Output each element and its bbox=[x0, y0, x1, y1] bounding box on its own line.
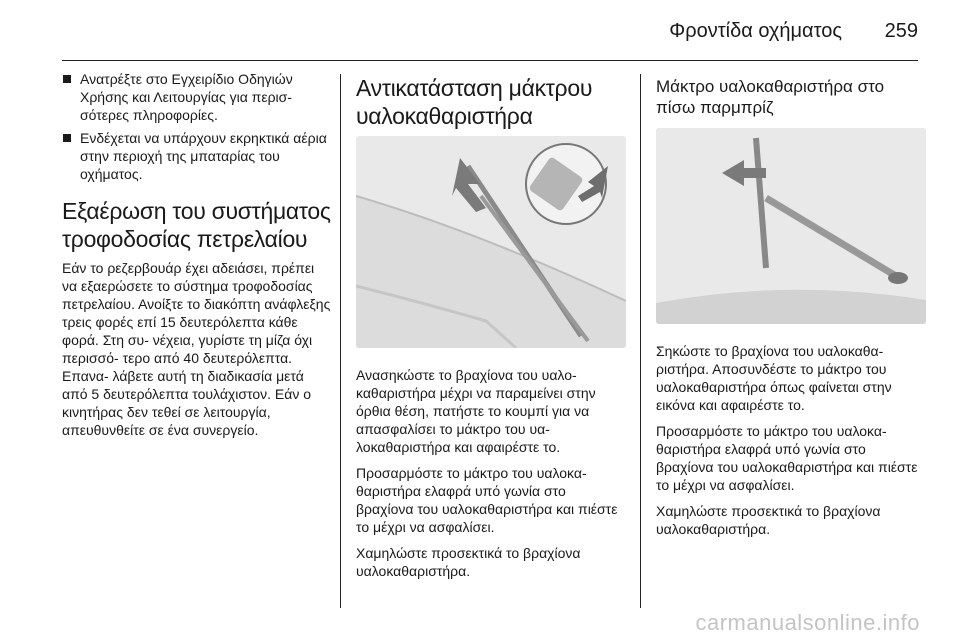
column-2 bbox=[356, 70, 626, 588]
bullet-list bbox=[62, 70, 332, 183]
rear-wiper-svg bbox=[656, 128, 926, 324]
section-heading-rear-wiper: Μάκτρο υαλοκαθαριστήρα στο πίσω παρμπρίζ bbox=[656, 77, 885, 117]
rear-wiper-step-2: Προσαρμόστε το μάκτρο του υαλοκα‑ θαριστήρα ελαφρά υπό γωνία στο βραχίονα του υαλοκαθαριστήρα και πιέστε το μέχρι να ασφαλίσει. bbox=[656, 423, 918, 493]
bullet-text: Ανατρέξτε στο Εγχειρίδιο Οδηγιών Χρήσης και Λειτουργίας για περισ‑ σότερες πληροφορίες. bbox=[80, 71, 293, 123]
bullet-square-icon bbox=[63, 134, 71, 142]
front-wiper-svg bbox=[356, 136, 626, 348]
rear-wiper-step-3: Χαμηλώστε προσεκτικά το βραχίονα υαλοκαθαριστήρα. bbox=[656, 503, 881, 537]
page-number: 259 bbox=[884, 20, 918, 42]
rear-wiper-illustration bbox=[656, 128, 926, 324]
section-paragraph: Εάν το ρεζερβουάρ έχει αδειάσει, πρέπει να εξαερώσετε το σύστημα τροφοδοσίας πετρελαίου. Ανοίξτε το διακόπτη ανάφλεξης τρεις φορές επί 15 δευτερόλεπτα κάθε φορά. Στη συ‑ νέχεια, γυρίστε τη μίζα όχι περισσό‑ τερο από 40 δευτερόλεπτα. Επανα‑ λάβετε αυτή τη διαδικασία μετά από 5 δευτερόλεπτα τουλάχιστον. Εάν ο κινητήρας δεν τεθεί σε λειτουργία, απευθυνθείτε σε ένα συνεργείο. bbox=[62, 260, 331, 438]
wiper-pivot bbox=[888, 272, 908, 284]
column-1 bbox=[62, 70, 332, 447]
section-heading-fuel-bleeding: Εξαέρωση του συστήματος τροφοδοσίας πετρελαίου bbox=[62, 198, 331, 252]
front-wiper-step-1: Ανασηκώστε το βραχίονα του υαλο‑ καθαριστήρα μέχρι να παραμείνει στην όρθια θέση, πατήστε το κουμπί για να απασφαλίσει το μάκτρο του υα‑ λοκαθαριστήρα και αφαιρέστε το. bbox=[356, 367, 596, 455]
section-heading-wiper-replacement: Αντικατάσταση μάκτρου υαλοκαθαριστήρα bbox=[356, 75, 593, 129]
column-3 bbox=[656, 70, 926, 546]
bullet-text: Ενδέχεται να υπάρχουν εκρηκτικά αέρια στην περιοχή της μπαταρίας του οχήματος. bbox=[80, 130, 327, 182]
front-wiper-step-2: Προσαρμόστε το μάκτρο του υαλοκα‑ θαριστήρα ελαφρά υπό γωνία στο βραχίονα του υαλοκαθαριστήρα και πιέστε το μέχρι να ασφαλίσει. bbox=[356, 465, 618, 535]
bullet-item bbox=[62, 70, 332, 124]
rear-wiper-step-1: Σηκώστε το βραχίονα του υαλοκαθα‑ ριστήρα. Αποσυνδέστε το μάκτρο του υαλοκαθαριστήρα όπως φαίνεται στην εικόνα και αφαιρέστε το. bbox=[656, 343, 892, 413]
bullet-square-icon bbox=[63, 75, 71, 83]
column-divider-1 bbox=[340, 74, 341, 608]
header-title: Φροντίδα οχήματος bbox=[669, 20, 842, 42]
front-wiper-step-3: Χαμηλώστε προσεκτικά το βραχίονα υαλοκαθαριστήρα. bbox=[356, 545, 581, 579]
column-divider-2 bbox=[640, 74, 641, 608]
front-wiper-illustration bbox=[356, 136, 626, 348]
header-rule bbox=[62, 60, 918, 61]
page-header bbox=[0, 0, 960, 62]
bullet-item bbox=[62, 129, 332, 183]
watermark: carmanualsonline.info bbox=[695, 610, 920, 635]
